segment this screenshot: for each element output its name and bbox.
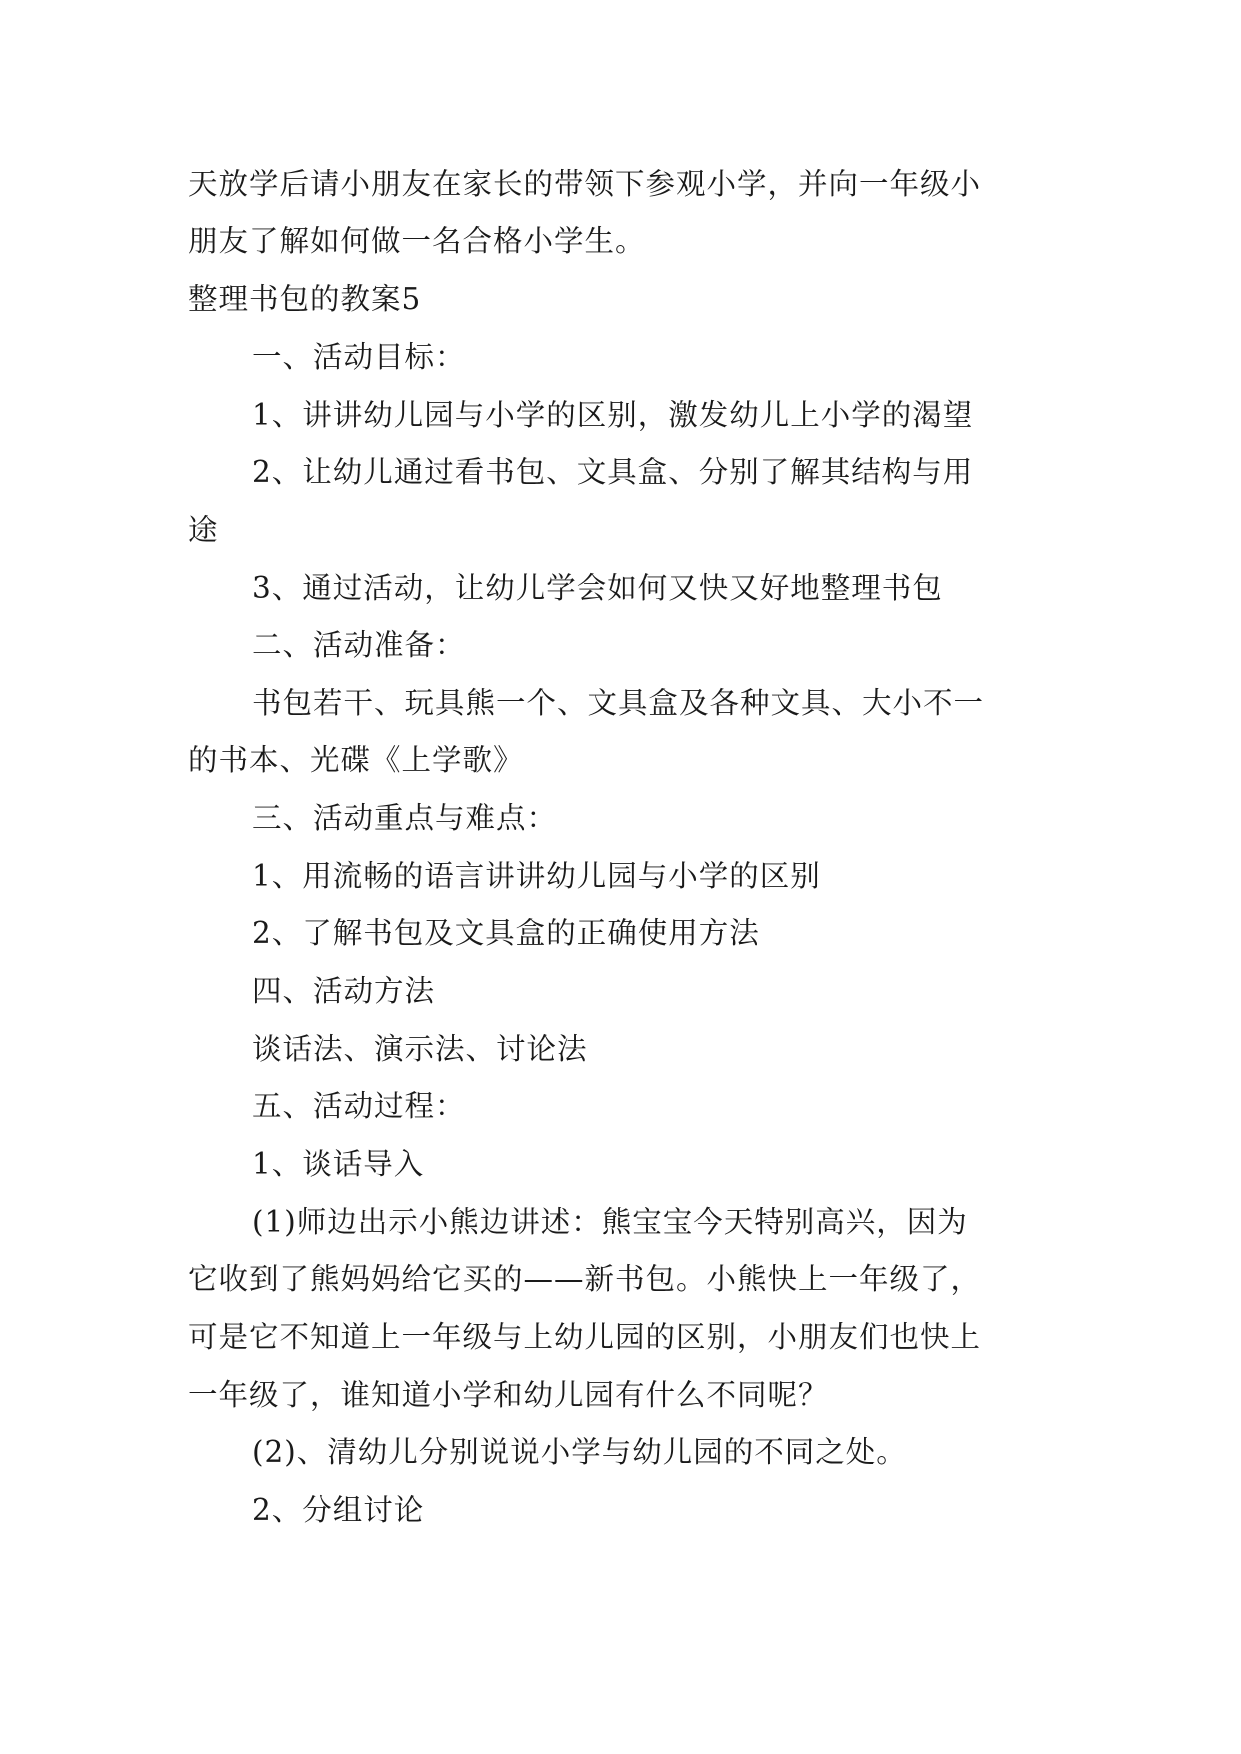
section-heading: 整理书包的教案5 xyxy=(188,282,422,316)
text-line: 2、了解书包及文具盒的正确使用方法 xyxy=(252,916,760,950)
text-line: 四、活动方法 xyxy=(252,974,436,1008)
text-line: 五、活动过程： xyxy=(252,1089,466,1123)
text-line: 二、活动准备： xyxy=(252,628,466,662)
text-line: (2)、清幼儿分别说说小学与幼儿园的不同之处。 xyxy=(252,1435,907,1469)
text-line: 朋友了解如何做一名合格小学生。 xyxy=(188,224,646,258)
text-line: 2、让幼儿通过看书包、文具盒、分别了解其结构与用 xyxy=(252,455,974,489)
text-line: 三、活动重点与难点： xyxy=(252,801,558,835)
text-line: 谈话法、演示法、讨论法 xyxy=(252,1032,588,1066)
text-line: 的书本、光碟《上学歌》 xyxy=(188,743,524,777)
text-line: (1)师边出示小熊边讲述：熊宝宝今天特别高兴，因为 xyxy=(252,1205,968,1239)
text-line: 1、用流畅的语言讲讲幼儿园与小学的区别 xyxy=(252,859,821,893)
text-line: 2、分组讨论 xyxy=(252,1493,425,1527)
text-line: 一年级了，谁知道小学和幼儿园有什么不同呢？ xyxy=(188,1378,829,1412)
text-line: 3、通过活动，让幼儿学会如何又快又好地整理书包 xyxy=(252,571,943,605)
text-line: 一、活动目标： xyxy=(252,340,466,374)
text-line: 1、谈话导入 xyxy=(252,1147,425,1181)
text-line: 天放学后请小朋友在家长的带领下参观小学，并向一年级小 xyxy=(188,167,982,201)
text-line: 书包若干、玩具熊一个、文具盒及各种文具、大小不一 xyxy=(252,686,985,720)
text-line: 它收到了熊妈妈给它买的——新书包。小熊快上一年级了， xyxy=(188,1262,982,1296)
text-line: 途 xyxy=(188,513,219,547)
text-line: 可是它不知道上一年级与上幼儿园的区别，小朋友们也快上 xyxy=(188,1320,982,1354)
text-line: 1、讲讲幼儿园与小学的区别，激发幼儿上小学的渴望 xyxy=(252,398,974,432)
